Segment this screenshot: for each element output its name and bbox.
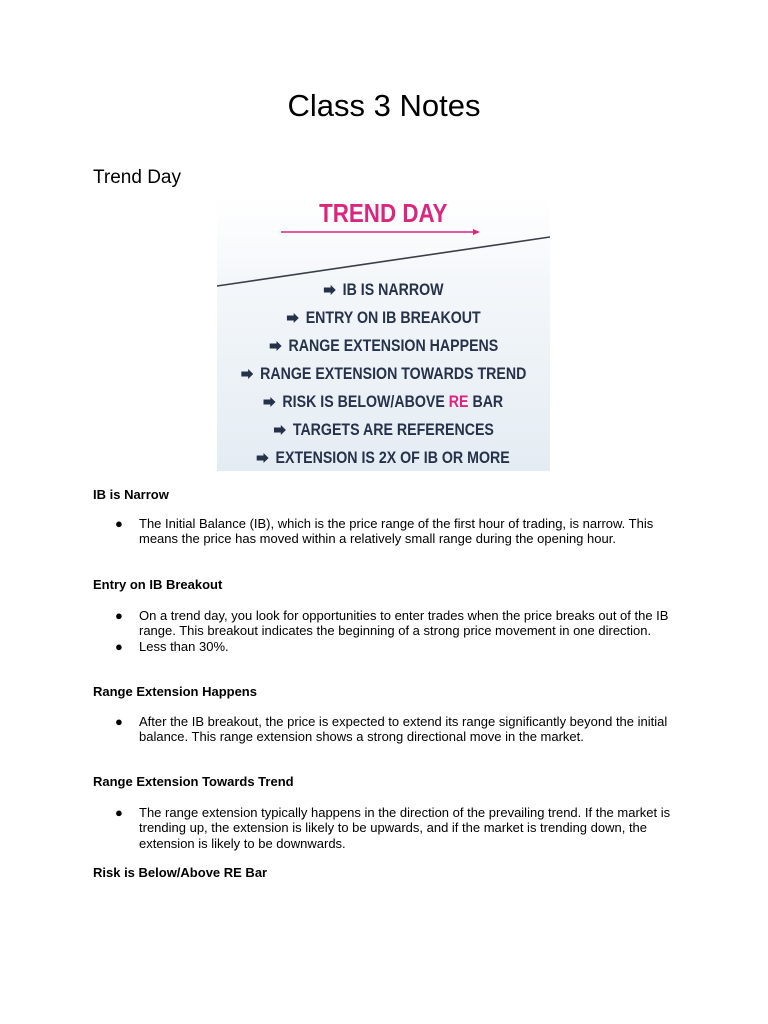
figure-item-text: RANGE EXTENSION HAPPENS (288, 337, 498, 355)
figure-item-text-after: BAR (468, 393, 504, 411)
figure-list-item (217, 276, 550, 304)
figure-list-item (217, 416, 550, 444)
bullet-dot-icon: ● (115, 516, 123, 531)
page-title: Class 3 Notes (287, 88, 481, 123)
figure-item-text: RISK IS BELOW/ABOVE (282, 393, 449, 411)
bullet-dot-icon: ● (115, 805, 123, 820)
section-heading-trend-day: Trend Day (93, 167, 181, 188)
bullet-text: Less than 30%. (139, 638, 229, 654)
bullet-item (93, 639, 683, 654)
sub-heading-range-extension: Range Extension Happens (93, 684, 257, 699)
bullet-list (93, 805, 683, 851)
arrow-right-icon (274, 425, 286, 435)
figure-item-text: TARGETS ARE REFERENCES (292, 421, 494, 439)
figure-item-text: RANGE EXTENSION TOWARDS TREND (259, 365, 527, 383)
figure-list-item (217, 304, 550, 332)
trend-day-figure (217, 198, 550, 471)
bullet-item (93, 805, 683, 851)
bullet-dot-icon: ● (115, 608, 123, 623)
bullet-item (93, 714, 683, 745)
figure-item-text: IB IS NARROW (342, 281, 444, 299)
arrow-head-icon (473, 229, 480, 235)
figure-title: TREND DAY (319, 198, 448, 228)
figure-item-text: ENTRY ON IB BREAKOUT (305, 309, 481, 327)
bullet-list (93, 516, 683, 547)
bullet-item (93, 608, 683, 639)
arrow-right-icon (269, 341, 281, 351)
bullet-text: On a trend day, you look for opportunities to enter trades when the price breaks out of the IB range. This breakout indicates the beginning of a strong price movement in one direction. (139, 608, 669, 639)
arrow-right-icon (241, 369, 253, 379)
arrow-right-icon (324, 285, 336, 295)
figure-item-text: EXTENSION IS 2X OF IB OR MORE (275, 449, 511, 467)
sub-heading-entry-breakout: Entry on IB Breakout (93, 577, 223, 592)
arrow-right-icon (264, 397, 276, 407)
bullet-text: After the IB breakout, the price is expected to extend its range significantly beyond the initial balance. This range extension shows a strong directional move in the market. (139, 714, 668, 745)
figure-list-item (217, 388, 550, 416)
bullet-list (93, 714, 683, 745)
sub-heading-range-extension-trend: Range Extension Towards Trend (93, 774, 294, 789)
figure-list-item (217, 360, 550, 388)
bullet-item (93, 516, 683, 547)
arrow-right-icon (287, 313, 299, 323)
figure-list-item (217, 332, 550, 360)
sub-heading-risk-re-bar: Risk is Below/Above RE Bar (93, 865, 268, 880)
figure-list (217, 276, 550, 471)
bullet-text: The range extension typically happens in the direction of the prevailing trend. If the market is trending up, the extension is likely to be upwards, and if the market is trending down, the extension is likely to be downwards. (139, 805, 671, 851)
sub-heading-ib-narrow: IB is Narrow (93, 487, 169, 502)
arrow-right-icon (257, 453, 269, 463)
figure-list-item (217, 444, 550, 471)
figure-item-accent: RE (448, 393, 469, 411)
bullet-dot-icon: ● (115, 714, 123, 729)
bullet-list (93, 608, 683, 654)
bullet-dot-icon: ● (115, 638, 123, 654)
bullet-text: The Initial Balance (IB), which is the price range of the first hour of trading, is narrow. This means the price has moved within a relatively small range during the opening hour. (139, 516, 654, 547)
